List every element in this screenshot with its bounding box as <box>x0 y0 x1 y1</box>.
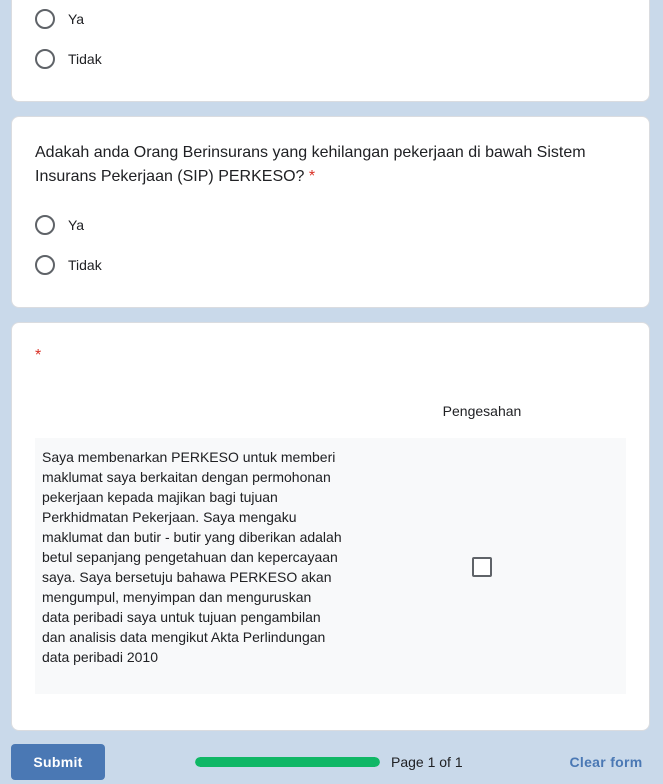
q1-option-ya[interactable] <box>35 7 84 31</box>
option-label: Tidak <box>68 257 102 273</box>
q2-option-tidak[interactable] <box>35 253 102 277</box>
consent-checkbox[interactable] <box>472 557 492 577</box>
grid-column-header: Pengesahan <box>442 403 522 419</box>
progress-bar <box>195 757 380 767</box>
submit-button[interactable]: Submit <box>11 744 105 780</box>
progress-fill <box>195 757 380 767</box>
q2-option-ya[interactable] <box>35 213 84 237</box>
required-asterisk: * <box>35 347 42 364</box>
required-asterisk: * <box>308 168 316 185</box>
grid-row-label: Saya membenarkan PERKESO untuk memberi maklumat saya berkaitan dengan permohonan pekerjaan kepada majikan bagi tujuan Perkhidmatan Pekerjaan. Saya mengaku maklumat dan butir - butir yang diberikan adalah betul sepanjang pengetahuan dan kepercayaan saya. Saya bersetuju bahawa PERKESO akan mengumpul, menyimpan dan menguruskan data peribadi saya untuk tujuan pengambilan dan analisis data mengikut Akta Perlindungan data peribadi 2010 <box>42 449 342 665</box>
radio-button[interactable] <box>35 9 55 29</box>
question-card-2 <box>11 116 650 308</box>
option-label: Tidak <box>68 51 102 67</box>
question-card-3 <box>11 322 650 731</box>
question-title <box>35 141 615 189</box>
page-indicator: Page 1 of 1 <box>391 754 463 770</box>
question-text: Adakah anda Orang Berinsurans yang kehilangan pekerjaan di bawah Sistem Insurans Pekerjaan (SIP) PERKESO? <box>35 144 586 185</box>
radio-button[interactable] <box>35 255 55 275</box>
option-label: Ya <box>68 217 85 233</box>
q1-option-tidak[interactable] <box>35 47 102 71</box>
radio-button[interactable] <box>35 49 55 69</box>
clear-form-button[interactable]: Clear form <box>560 744 652 780</box>
question-card-1 <box>11 0 650 102</box>
radio-button[interactable] <box>35 215 55 235</box>
option-label: Ya <box>68 11 85 27</box>
grid-row <box>35 438 626 694</box>
